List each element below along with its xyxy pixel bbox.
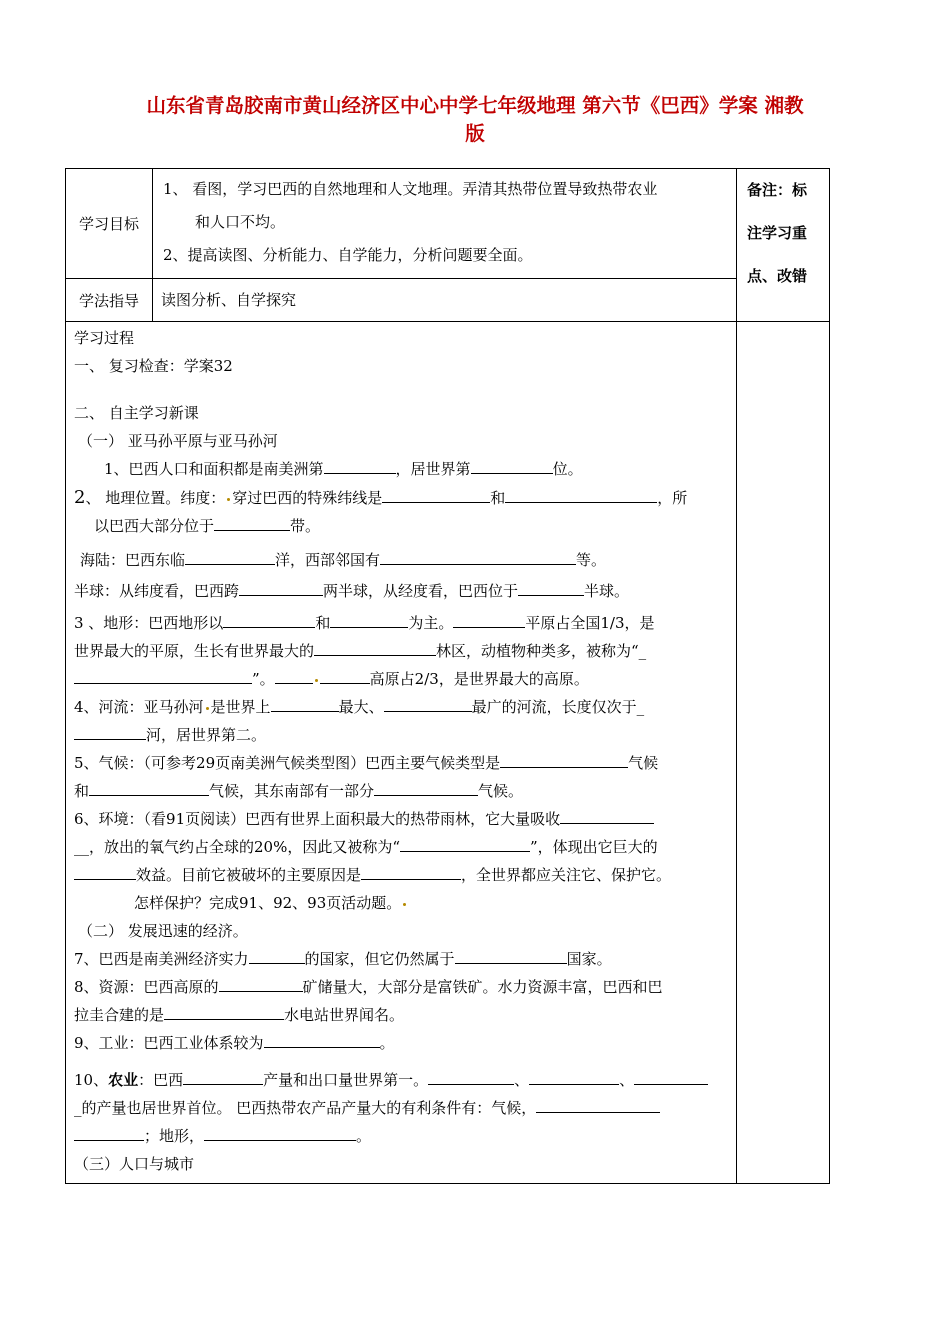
part2-heading: （二） 发展迅速的经济。 xyxy=(78,922,248,940)
mark-dot xyxy=(227,498,230,501)
question-6b: __，放出的氧气约占全球的20%，因此又被称为“ ”，体现出它巨大的 xyxy=(74,835,728,860)
page-title xyxy=(62,92,888,148)
objective-1b: 和人口不均。 xyxy=(195,213,286,231)
blank[interactable] xyxy=(330,611,408,628)
question-6d: 怎样保护？完成91、92、93页活动题。 xyxy=(74,891,728,916)
mark-dot xyxy=(403,903,406,906)
blank[interactable] xyxy=(505,486,657,503)
blank[interactable] xyxy=(320,667,370,684)
blank[interactable] xyxy=(74,723,146,740)
objective-2: 2、提高读图、分析能力、自学能力，分析问题要全面。 xyxy=(163,246,533,264)
blank[interactable] xyxy=(560,807,654,824)
blank[interactable] xyxy=(471,457,553,474)
question-10c: ；地形， 。 xyxy=(74,1124,728,1149)
blank[interactable] xyxy=(529,1068,619,1085)
process-cell xyxy=(66,322,737,1184)
blank[interactable] xyxy=(400,835,530,852)
question-4b: 河，居世界第二。 xyxy=(74,723,728,748)
blank[interactable] xyxy=(324,457,396,474)
question-5a: 5、气候：（可参考29页南美洲气候类型图）巴西主要气候类型是 气候 xyxy=(74,751,728,776)
part1-heading: （一） 亚马孙平原与亚马孙河 xyxy=(78,432,278,450)
question-7: 7、巴西是南美洲经济实力 的国家，但它仍然属于 国家。 xyxy=(74,947,728,972)
blank[interactable] xyxy=(382,486,490,503)
blank[interactable] xyxy=(74,1124,144,1141)
question-2d: 半球：从纬度看，巴西跨 两半球，从经度看，巴西位于 半球。 xyxy=(74,579,728,604)
method-text: 读图分析、自学探究 xyxy=(153,279,737,322)
question-8a: 8、资源：巴西高原的 矿储量大，大部分是富铁矿。水力资源丰富，巴西和巴 xyxy=(74,975,728,1000)
note-column-empty xyxy=(737,322,830,1184)
question-2a: 2、 地理位置。纬度： 穿过巴西的特殊纬线是 和 ，所 xyxy=(74,487,688,508)
blank[interactable] xyxy=(518,579,584,596)
note-line-1: 备注：标 xyxy=(747,181,808,199)
blank[interactable] xyxy=(374,779,478,796)
note-line-3: 点、改错 xyxy=(747,267,808,285)
blank[interactable] xyxy=(536,1096,660,1113)
question-5b: 和 气候，其东南部有一部分 气候。 xyxy=(74,779,728,804)
review-line: 一、 复习检查：学案32 xyxy=(74,357,233,375)
part3-heading: （三）人口与城市 xyxy=(74,1155,195,1173)
blank[interactable] xyxy=(185,548,275,565)
method-label: 学法指导 xyxy=(66,279,153,322)
objective-1a: 1、 看图，学习巴西的自然地理和人文地理。弄清其热带位置导致热带农业 xyxy=(163,180,658,198)
question-3a: 3 、地形：巴西地形以 和 为主。 平原占全国1/3，是 xyxy=(74,611,728,636)
question-10b: _的产量也居世界首位。 巴西热带农产品产量大的有利条件有：气候， xyxy=(74,1096,728,1121)
blank[interactable] xyxy=(634,1068,708,1085)
blank[interactable] xyxy=(239,579,323,596)
blank[interactable] xyxy=(223,611,315,628)
blank[interactable] xyxy=(74,863,136,880)
question-3b: 世界最大的平原，生长有世界最大的 林区，动植物种类多，被称为“_ xyxy=(74,639,728,664)
blank[interactable] xyxy=(314,639,436,656)
blank[interactable] xyxy=(74,667,252,684)
blank[interactable] xyxy=(384,695,472,712)
question-1: 1、巴西人口和面积都是南美洲第 ，居世界第 位。 xyxy=(74,457,728,482)
question-9: 9、工业：巴西工业体系较为 。 xyxy=(74,1031,728,1056)
objectives-content xyxy=(153,169,737,279)
blank[interactable] xyxy=(453,611,525,628)
lesson-table xyxy=(65,168,830,1184)
blank[interactable] xyxy=(428,1068,514,1085)
note-cell xyxy=(737,169,830,322)
blank[interactable] xyxy=(204,1124,356,1141)
blank[interactable] xyxy=(275,667,313,684)
blank[interactable] xyxy=(361,863,461,880)
question-2c: 海陆：巴西东临 洋，西部邻国有 等。 xyxy=(74,548,728,573)
blank[interactable] xyxy=(214,514,290,531)
blank[interactable] xyxy=(500,751,628,768)
blank[interactable] xyxy=(164,1003,284,1020)
note-line-2: 注学习重 xyxy=(747,224,808,242)
title-line-2: 版 xyxy=(465,122,485,145)
blank[interactable] xyxy=(380,548,576,565)
question-2b: 以巴西大部分位于 带。 xyxy=(74,514,728,539)
blank[interactable] xyxy=(264,1031,380,1048)
mark-dot xyxy=(315,679,318,682)
selfstudy-line: 二、 自主学习新课 xyxy=(74,404,199,422)
blank[interactable] xyxy=(219,975,303,992)
question-6c: 效益。目前它被破坏的主要原因是 ，全世界都应关注它、保护它。 xyxy=(74,863,728,888)
title-line-1: 山东省青岛胶南市黄山经济区中心中学七年级地理 第六节《巴西》学案 湘教 xyxy=(146,94,804,117)
blank[interactable] xyxy=(89,779,209,796)
mark-dot xyxy=(206,707,209,710)
blank[interactable] xyxy=(271,695,339,712)
blank[interactable] xyxy=(183,1068,263,1085)
blank[interactable] xyxy=(455,947,567,964)
question-8b: 拉圭合建的是 水电站世界闻名。 xyxy=(74,1003,728,1028)
question-10a: 10、农业：巴西 产量和出口量世界第一。 、 、 xyxy=(74,1068,728,1093)
question-4a: 4、河流：亚马孙河 是世界上 最大、 最广的河流，长度仅次于_ xyxy=(74,695,728,720)
blank[interactable] xyxy=(249,947,305,964)
process-heading: 学习过程 xyxy=(74,329,135,347)
question-6a: 6、环境：（看91页阅读）巴西有世界上面积最大的热带雨林，它大量吸收 xyxy=(74,807,728,832)
question-3c: ”。 高原占2/3，是世界最大的高原。 xyxy=(74,667,728,692)
objectives-label: 学习目标 xyxy=(66,169,153,279)
